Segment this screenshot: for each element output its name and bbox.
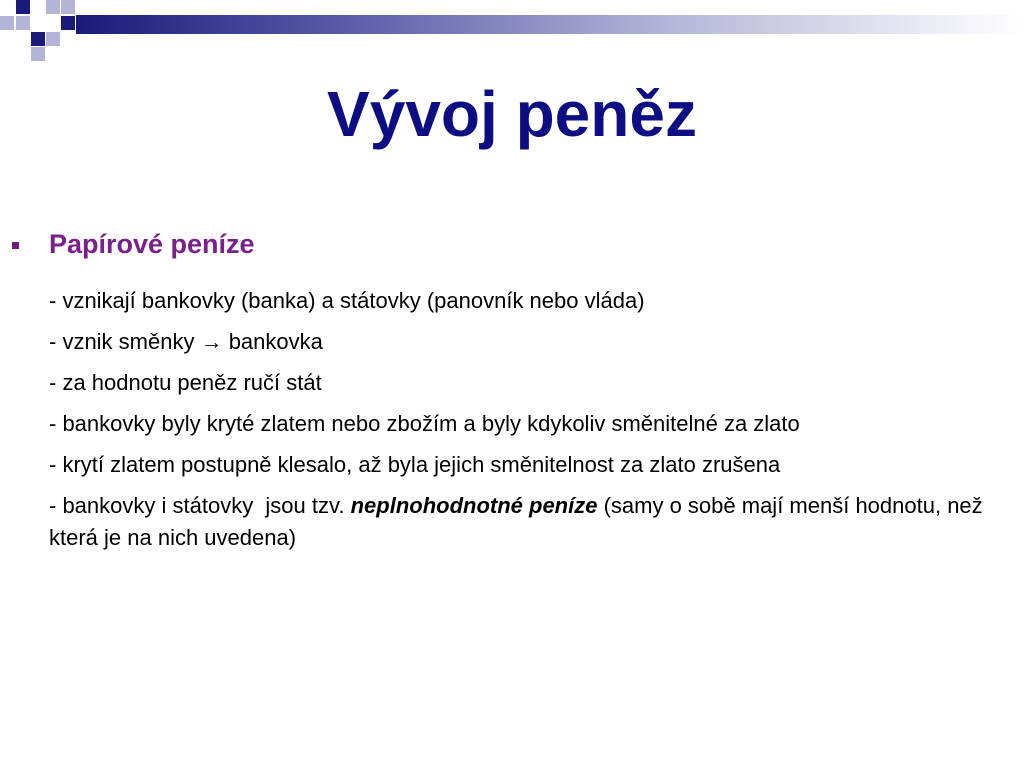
emphasized-term: neplnohodnotné peníze: [350, 493, 598, 518]
bullet-heading: Papírové peníze: [49, 229, 255, 259]
slide-title: Vývoj peněz: [327, 78, 697, 150]
decor-square: [46, 0, 60, 14]
detail-line-suffix: (samy o sobě mají menší hodnotu, než která je na nich uvedena): [49, 493, 989, 550]
detail-line: [49, 490, 1004, 554]
detail-line: - bankovky byly kryté zlatem nebo zbožím a byly kdykoliv směnitelné za zlato: [49, 411, 800, 436]
decor-square: [46, 32, 60, 46]
detail-line: - za hodnotu peněz ručí stát: [49, 370, 322, 395]
decor-square: [0, 16, 14, 30]
decor-square: [16, 16, 30, 30]
bullet-details: [49, 285, 1004, 563]
decor-square: [61, 0, 75, 14]
decor-square: [61, 16, 75, 30]
decor-square: [31, 32, 45, 46]
detail-line-prefix: - bankovky i státovky jsou tzv.: [49, 493, 351, 518]
detail-line: - vznikají bankovky (banka) a státovky (panovník nebo vláda): [49, 288, 645, 313]
detail-line: - vznik směnky → bankovka: [49, 329, 323, 354]
decor-square: [31, 47, 45, 61]
detail-line: - krytí zlatem postupně klesalo, až byla jejich směnitelnost za zlato zrušena: [49, 452, 781, 477]
decorative-header: [0, 0, 1024, 34]
decor-square: [16, 0, 30, 14]
header-gradient-bar: [76, 15, 1024, 34]
square-bullet-icon: [12, 242, 19, 249]
